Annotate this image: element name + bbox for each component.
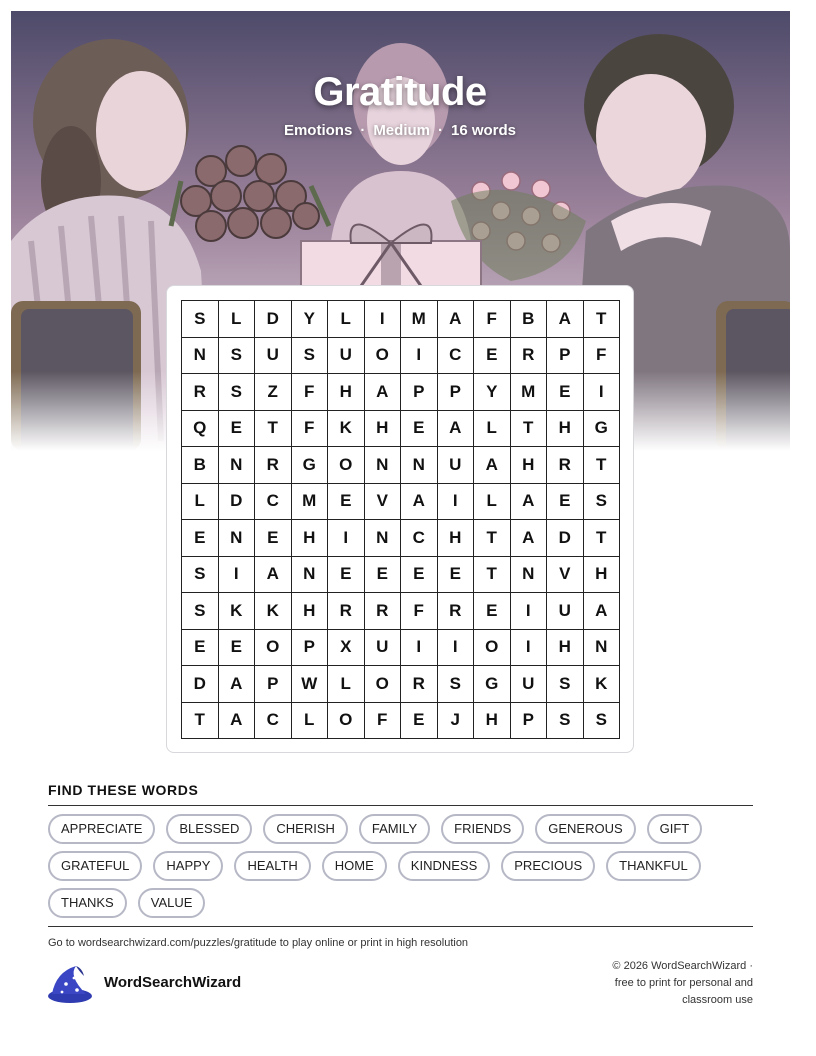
grid-cell[interactable]: N [365,447,402,484]
grid-cell[interactable]: S [584,703,621,740]
grid-cell[interactable]: T [584,447,621,484]
copyright-line: classroom use [682,994,753,1006]
grid-cell[interactable]: P [438,374,475,411]
grid-cell[interactable]: K [584,666,621,703]
grid-cell[interactable]: A [219,703,256,740]
grid-cell[interactable]: N [365,520,402,557]
grid-cell[interactable]: T [182,703,219,740]
grid-cell[interactable]: N [219,520,256,557]
grid-cell[interactable]: E [401,411,438,448]
brand-name: WordSearchWizard [104,974,242,991]
word-chip: VALUE [138,888,206,918]
grid-cell[interactable]: E [401,557,438,594]
grid-cell[interactable]: D [547,520,584,557]
word-list [48,814,768,918]
grid-cell[interactable]: S [182,557,219,594]
grid-cell[interactable]: D [255,301,292,338]
grid-cell[interactable]: M [292,484,329,521]
grid-cell[interactable]: Q [182,411,219,448]
copyright-line: © 2026 WordSearchWizard · [612,960,753,972]
grid-cell[interactable]: P [401,374,438,411]
grid-cell[interactable]: E [474,338,511,375]
grid-cell[interactable]: E [365,557,402,594]
grid-cell[interactable]: T [584,301,621,338]
grid-cell[interactable]: S [182,301,219,338]
word-count-label: 16 words [450,122,517,139]
grid-cell[interactable]: I [401,338,438,375]
grid-cell[interactable]: F [584,338,621,375]
grid-cell[interactable]: C [438,338,475,375]
grid-cell[interactable]: I [511,630,548,667]
grid-cell[interactable]: S [219,374,256,411]
grid-cell[interactable]: L [328,666,365,703]
copyright-notice [553,958,753,1009]
word-chip: APPRECIATE [48,814,155,844]
grid-cell[interactable]: S [438,666,475,703]
grid-cell[interactable]: U [547,593,584,630]
copyright-line: free to print for personal and [614,977,753,989]
grid-cell[interactable]: I [584,374,621,411]
word-chip: HOME [322,851,387,881]
word-chip: BLESSED [166,814,252,844]
grid-cell[interactable]: I [438,630,475,667]
grid-cell[interactable]: C [255,703,292,740]
grid-cell[interactable]: I [511,593,548,630]
grid-cell[interactable]: I [438,484,475,521]
grid-cell[interactable]: X [328,630,365,667]
grid-cell[interactable]: E [255,520,292,557]
word-chip: FRIENDS [441,814,524,844]
grid-cell[interactable]: O [255,630,292,667]
category-label: Emotions [283,122,353,139]
grid-cell[interactable]: H [438,520,475,557]
grid-cell[interactable]: O [365,338,402,375]
grid-cell[interactable]: J [438,703,475,740]
grid-cell[interactable]: B [182,447,219,484]
wizard-hat-icon [46,962,94,1009]
grid-cell[interactable]: N [511,557,548,594]
grid-cell[interactable]: K [219,593,256,630]
grid-cell[interactable]: F [292,374,329,411]
grid-cell[interactable]: T [584,520,621,557]
grid-cell[interactable]: N [219,447,256,484]
grid-cell[interactable]: T [474,557,511,594]
grid-cell[interactable]: A [438,301,475,338]
grid-cell[interactable]: N [292,557,329,594]
grid-cell[interactable]: E [182,520,219,557]
grid-cell[interactable]: A [547,301,584,338]
grid-cell[interactable]: I [401,630,438,667]
grid-cell[interactable]: E [547,374,584,411]
puzzle-title: Gratitude [313,70,487,114]
grid-cell[interactable]: A [474,447,511,484]
grid-cell[interactable]: N [584,630,621,667]
grid-cell[interactable]: K [255,593,292,630]
grid-cell[interactable]: Y [292,301,329,338]
grid-cell[interactable]: G [292,447,329,484]
grid-cell[interactable]: L [182,484,219,521]
grid-cell[interactable]: A [219,666,256,703]
grid-cell[interactable]: B [511,301,548,338]
divider [48,805,753,806]
grid-cell[interactable]: E [328,557,365,594]
grid-cell[interactable]: Z [255,374,292,411]
word-chip: GRATEFUL [48,851,142,881]
grid-cell[interactable]: U [328,338,365,375]
grid-cell[interactable]: U [438,447,475,484]
grid-cell[interactable]: C [255,484,292,521]
word-chip: CHERISH [263,814,348,844]
grid-cell[interactable]: P [292,630,329,667]
grid-cell[interactable]: R [401,666,438,703]
grid-cell[interactable]: A [511,484,548,521]
grid-cell[interactable]: L [474,484,511,521]
grid-cell[interactable]: F [474,301,511,338]
grid-cell[interactable]: I [365,301,402,338]
grid-cell[interactable]: L [219,301,256,338]
grid-cell[interactable]: R [328,593,365,630]
grid-cell[interactable]: S [292,338,329,375]
grid-cell[interactable]: O [328,703,365,740]
grid-cell[interactable]: R [182,374,219,411]
grid-cell[interactable]: U [255,338,292,375]
grid-cell[interactable]: N [401,447,438,484]
letter-grid[interactable] [181,300,620,739]
word-chip: THANKS [48,888,127,918]
grid-cell[interactable]: E [219,411,256,448]
grid-cell[interactable]: F [365,703,402,740]
grid-cell[interactable]: H [584,557,621,594]
grid-cell[interactable]: E [547,484,584,521]
grid-cell[interactable]: M [401,301,438,338]
grid-cell[interactable]: M [511,374,548,411]
grid-cell[interactable]: L [474,411,511,448]
grid-cell[interactable]: R [438,593,475,630]
grid-cell[interactable]: Y [474,374,511,411]
grid-cell[interactable]: E [328,484,365,521]
grid-cell[interactable]: A [511,520,548,557]
word-list-heading: FIND THESE WORDS [48,782,199,798]
word-chip: KINDNESS [398,851,490,881]
grid-cell[interactable]: E [401,703,438,740]
grid-cell[interactable]: E [438,557,475,594]
divider [48,926,753,927]
grid-cell[interactable]: R [511,338,548,375]
grid-cell[interactable]: H [328,374,365,411]
grid-cell[interactable]: U [511,666,548,703]
grid-cell[interactable]: E [474,593,511,630]
grid-cell[interactable]: A [365,374,402,411]
grid-cell[interactable]: O [365,666,402,703]
grid-cell[interactable]: A [584,593,621,630]
difficulty-label: Medium [373,122,430,139]
grid-cell[interactable]: L [292,703,329,740]
grid-cell[interactable]: V [365,484,402,521]
word-chip: GENEROUS [535,814,635,844]
grid-cell[interactable]: R [365,593,402,630]
word-chip: GIFT [647,814,703,844]
grid-cell[interactable]: D [219,484,256,521]
grid-cell[interactable]: A [255,557,292,594]
grid-cell[interactable]: S [547,703,584,740]
grid-cell[interactable]: P [255,666,292,703]
grid-cell[interactable]: P [547,338,584,375]
grid-cell[interactable]: R [255,447,292,484]
grid-cell[interactable]: R [547,447,584,484]
grid-cell[interactable]: T [255,411,292,448]
word-chip: FAMILY [359,814,430,844]
grid-cell[interactable]: C [401,520,438,557]
grid-cell[interactable]: A [401,484,438,521]
word-chip: PRECIOUS [501,851,595,881]
grid-cell[interactable]: H [511,447,548,484]
grid-cell[interactable]: P [511,703,548,740]
grid-cell[interactable]: T [474,520,511,557]
grid-cell[interactable]: F [292,411,329,448]
separator-dot: · [437,122,443,139]
puzzle-meta [0,122,800,139]
grid-cell[interactable]: H [474,703,511,740]
grid-cell[interactable]: N [182,338,219,375]
grid-cell[interactable]: I [328,520,365,557]
footer-note: Go to wordsearchwizard.com/puzzles/gratitude to play online or print in high resolution [48,937,469,949]
grid-cell[interactable]: V [547,557,584,594]
grid-cell[interactable]: H [292,593,329,630]
grid-cell[interactable]: H [547,630,584,667]
grid-cell[interactable]: H [547,411,584,448]
grid-cell[interactable]: H [292,520,329,557]
grid-cell[interactable]: U [365,630,402,667]
grid-cell[interactable]: S [182,593,219,630]
grid-cell[interactable]: E [182,630,219,667]
grid-cell[interactable]: K [328,411,365,448]
grid-cell[interactable]: S [547,666,584,703]
grid-cell[interactable]: A [438,411,475,448]
grid-cell[interactable]: T [511,411,548,448]
grid-cell[interactable]: H [365,411,402,448]
grid-cell[interactable]: F [401,593,438,630]
grid-cell[interactable]: D [182,666,219,703]
grid-cell[interactable]: I [219,557,256,594]
grid-cell[interactable]: O [474,630,511,667]
word-chip: HEALTH [234,851,310,881]
grid-cell[interactable]: W [292,666,329,703]
grid-cell[interactable]: O [328,447,365,484]
word-chip: HAPPY [153,851,223,881]
separator-dot: · [360,122,366,139]
grid-cell[interactable]: S [584,484,621,521]
word-chip: THANKFUL [606,851,701,881]
grid-cell[interactable]: S [219,338,256,375]
grid-cell[interactable]: G [474,666,511,703]
grid-cell[interactable]: E [219,630,256,667]
grid-cell[interactable]: L [328,301,365,338]
grid-cell[interactable]: G [584,411,621,448]
